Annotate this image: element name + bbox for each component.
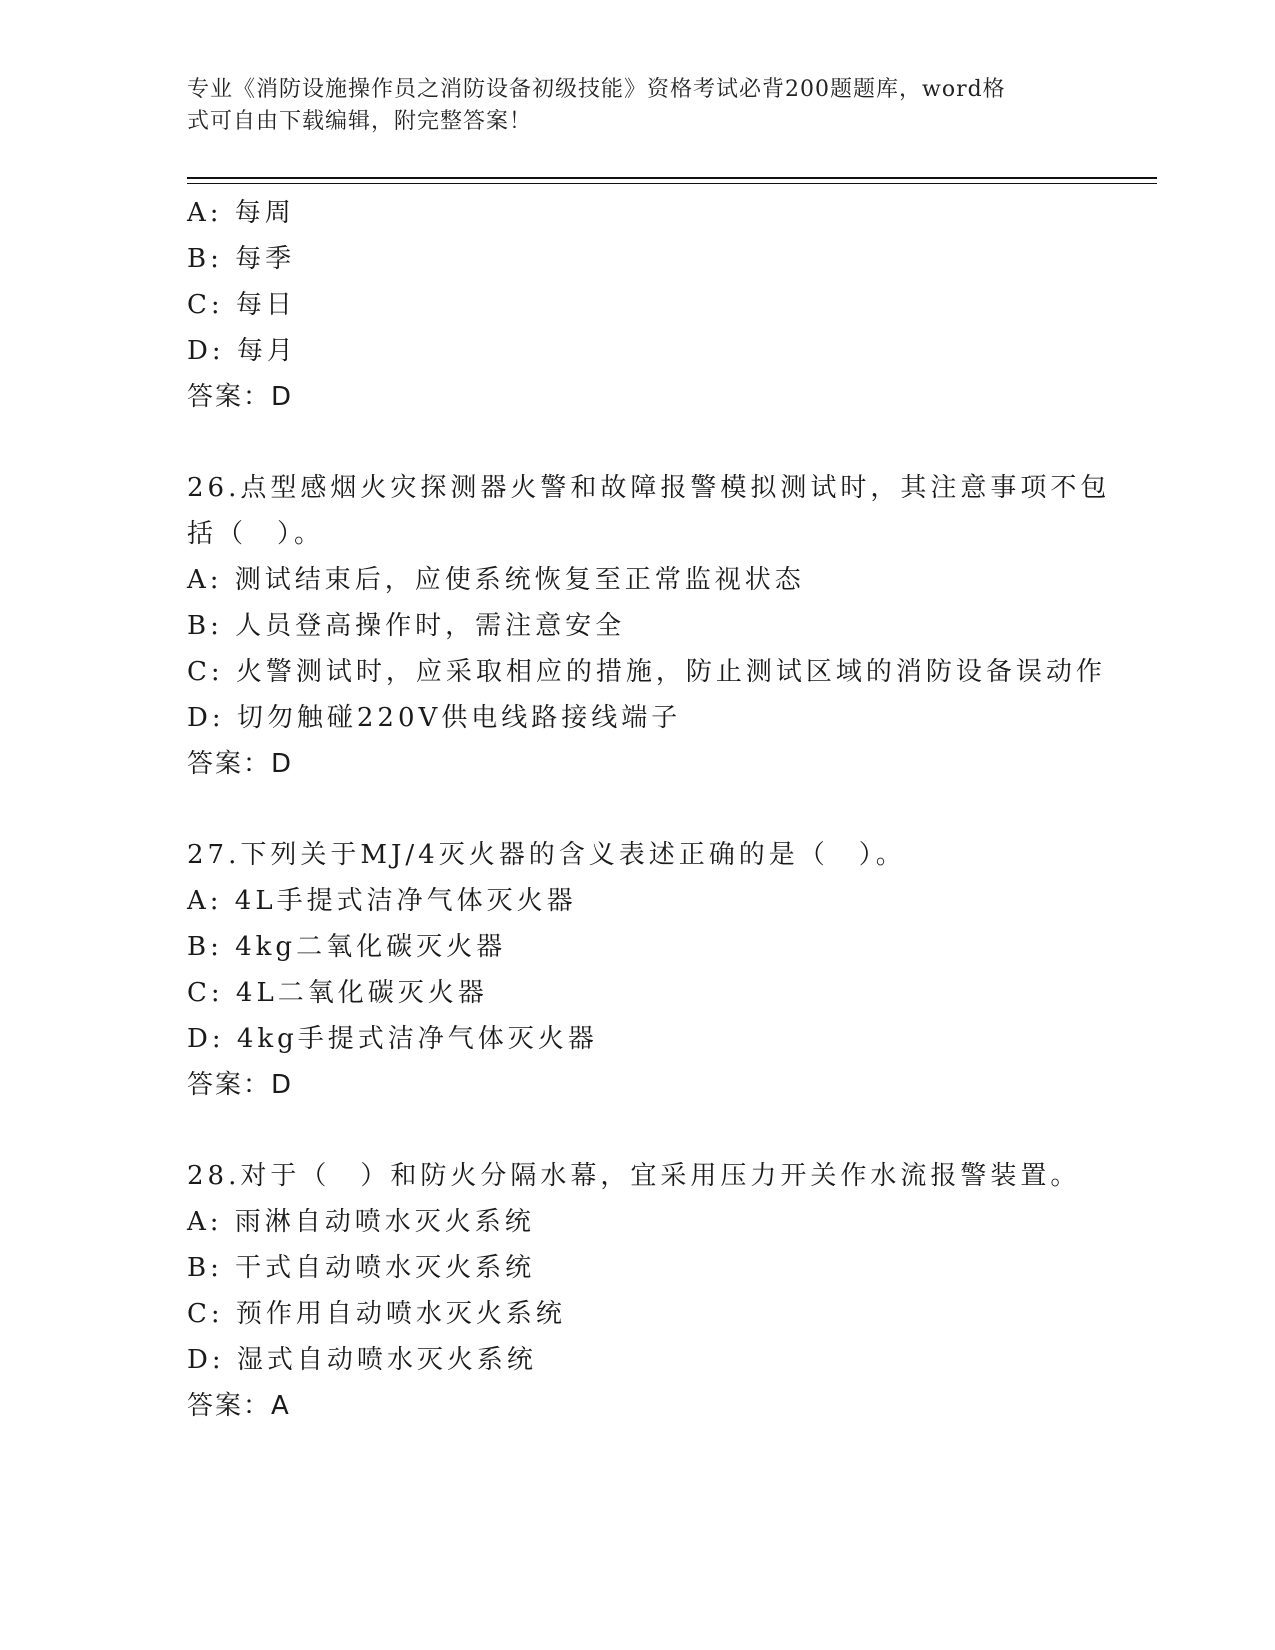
question-title: 27.下列关于MJ/4灭火器的含义表述正确的是（ ）。 <box>187 840 906 870</box>
header-rule-thin <box>187 183 1157 184</box>
option-b: B: 4kg二氧化碳灭火器 <box>187 932 507 962</box>
answer-line: 答案：D <box>187 382 294 412</box>
option-c: C: 每日 <box>187 290 296 320</box>
option-a: A: 每周 <box>187 198 295 228</box>
spacer <box>187 787 1147 832</box>
option-b: B: 人员登高操作时，需注意安全 <box>187 611 626 641</box>
document-header <box>187 74 1087 138</box>
question-28 <box>187 1153 1147 1429</box>
option-d: D: 切勿触碰220V供电线路接线端子 <box>187 703 682 733</box>
answer-line: 答案：D <box>187 1070 294 1100</box>
option-b: B: 每季 <box>187 244 296 274</box>
answer-line: 答案：A <box>187 1391 291 1421</box>
option-c: C: 4L二氧化碳灭火器 <box>187 978 488 1008</box>
option-a: A: 4L手提式洁净气体灭火器 <box>187 886 577 916</box>
question-content <box>187 190 1147 1429</box>
spacer <box>187 1108 1147 1153</box>
header-rule-thick <box>187 177 1157 179</box>
header-line-1: 专业《消防设施操作员之消防设备初级技能》资格考试必背200题题库，word格 <box>187 77 1006 102</box>
option-b: B: 干式自动喷水灭火系统 <box>187 1253 536 1283</box>
option-d: D: 每月 <box>187 336 297 366</box>
question-25-continued <box>187 190 1147 420</box>
header-line-2: 式可自由下载编辑，附完整答案！ <box>187 109 533 134</box>
answer-line: 答案：D <box>187 749 294 779</box>
question-27 <box>187 832 1147 1108</box>
option-c: C: 预作用自动喷水灭火系统 <box>187 1299 566 1329</box>
question-title: 28.对于（ ）和防火分隔水幕，宜采用压力开关作水流报警装置。 <box>187 1161 1081 1191</box>
option-c: C: 火警测试时，应采取相应的措施，防止测试区域的消防设备误动作 <box>187 657 1106 687</box>
option-a: A: 雨淋自动喷水灭火系统 <box>187 1207 535 1237</box>
question-26 <box>187 465 1147 787</box>
spacer <box>187 420 1147 465</box>
question-title-continued: 括（ ）。 <box>187 519 325 549</box>
option-d: D: 4kg手提式洁净气体灭火器 <box>187 1024 598 1054</box>
option-d: D: 湿式自动喷水灭火系统 <box>187 1345 537 1375</box>
question-title: 26.点型感烟火灾探测器火警和故障报警模拟测试时，其注意事项不包 <box>187 473 1111 503</box>
option-a: A: 测试结束后，应使系统恢复至正常监视状态 <box>187 565 805 595</box>
